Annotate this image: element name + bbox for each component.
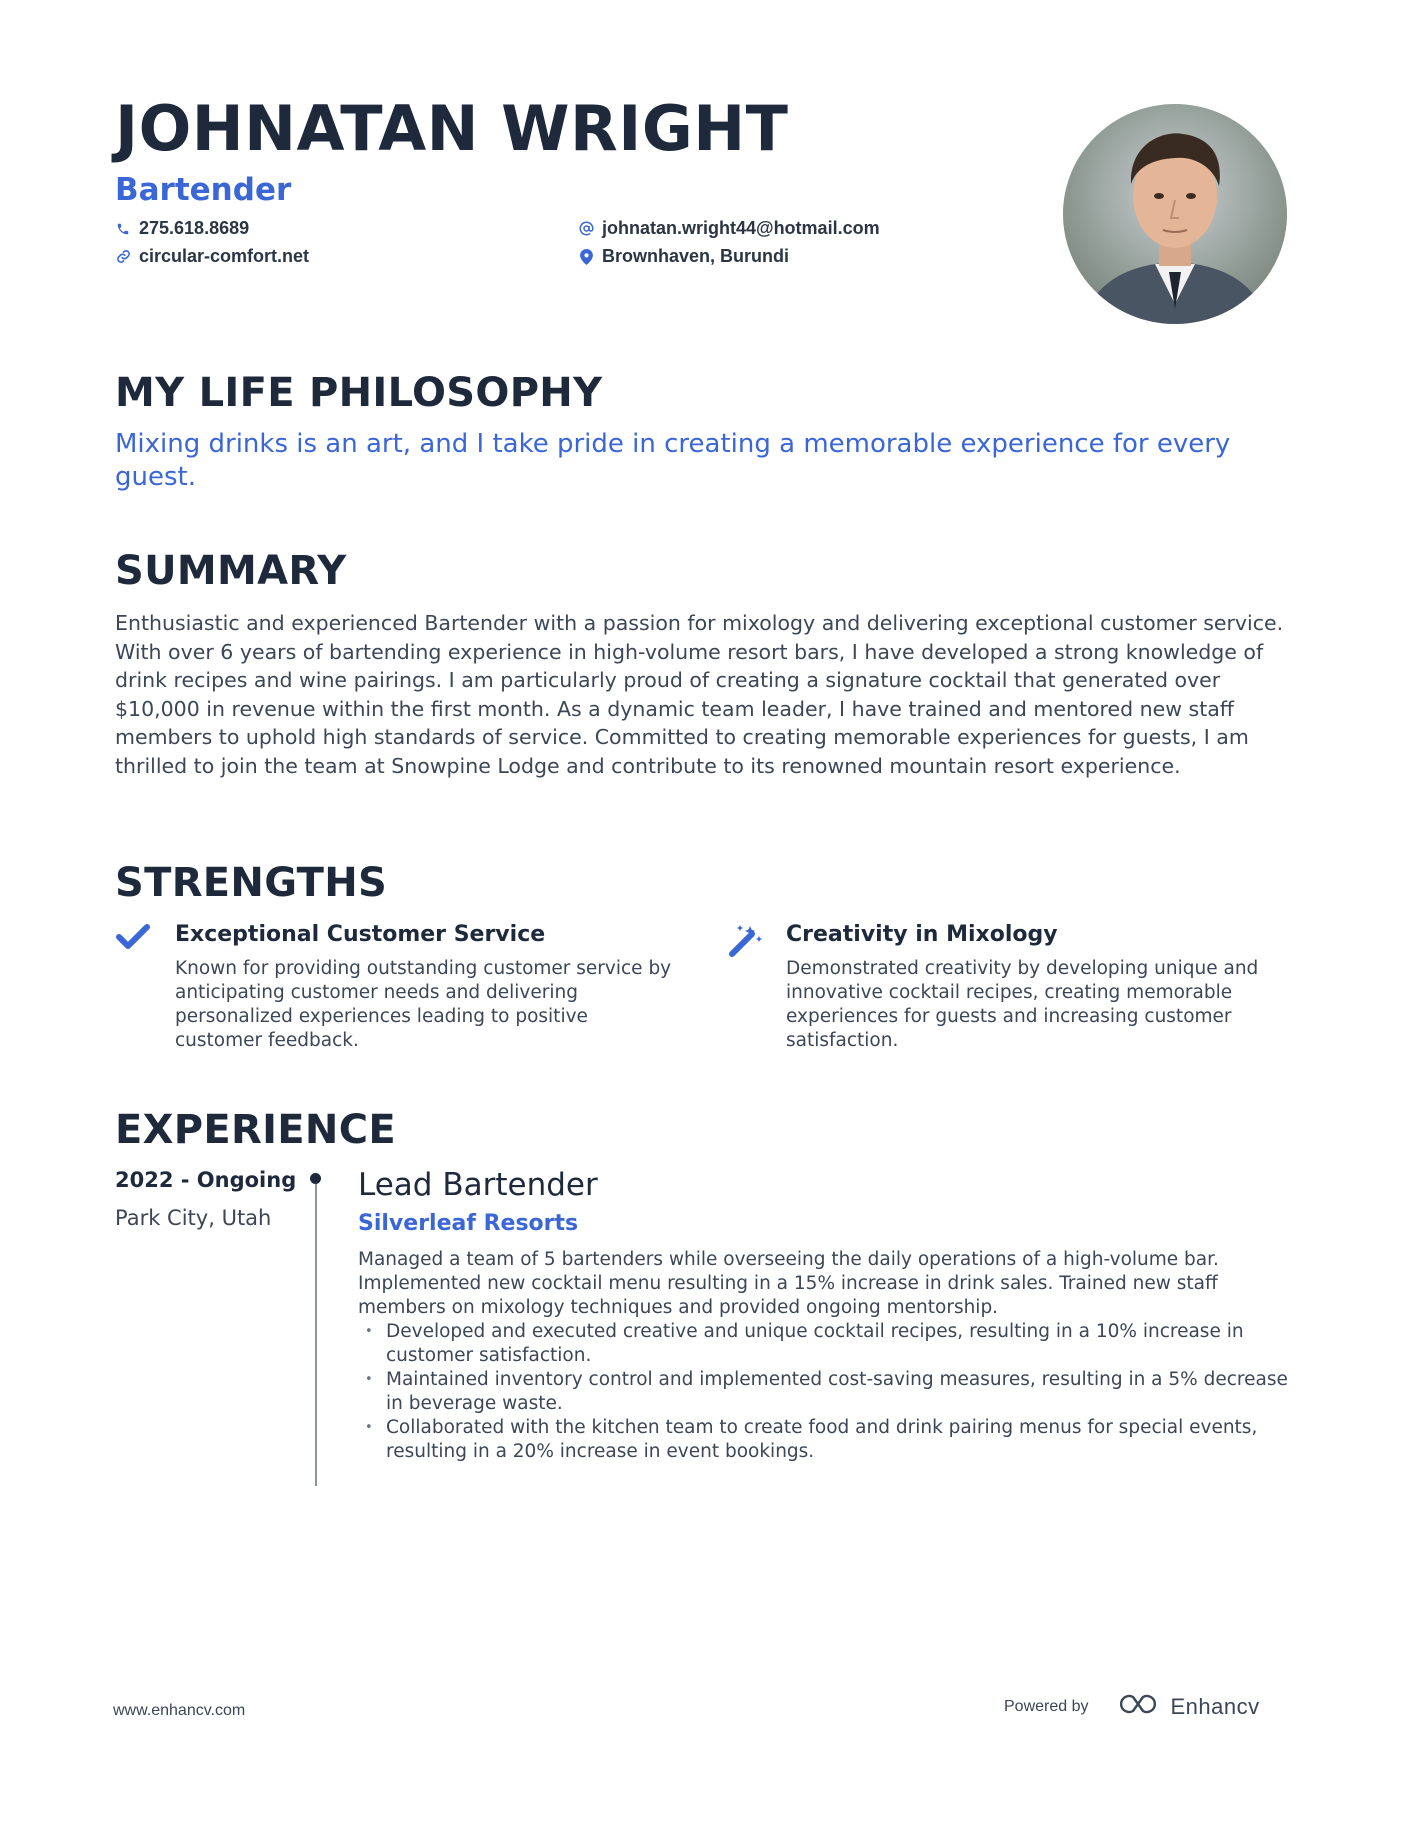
experience-role: Lead Bartender [358, 1167, 598, 1203]
candidate-name: JOHNATAN WRIGHT [115, 92, 789, 165]
website-text[interactable]: circular-comfort.net [139, 246, 310, 266]
summary-heading: SUMMARY [115, 548, 347, 594]
contact-website[interactable] [115, 246, 309, 267]
email-text[interactable]: johnatan.wright44@hotmail.com [602, 218, 880, 238]
experience-heading: EXPERIENCE [115, 1107, 396, 1153]
location-pin-icon [578, 249, 594, 265]
magic-wand-icon [726, 922, 766, 958]
experience-bullets [358, 1320, 1288, 1464]
check-icon [115, 922, 155, 958]
contact-email[interactable] [578, 218, 880, 239]
experience-location: Park City, Utah [115, 1206, 272, 1230]
phone-icon [115, 221, 131, 237]
strength-text: Demonstrated creativity by developing unique and innovative cocktail recipes, creating memorable experiences for guests and increasing customer satisfaction. [786, 958, 1259, 1051]
strength-text: Known for providing outstanding customer service by anticipating customer needs and delivering personalized experiences leading to positive customer feedback. [175, 958, 672, 1051]
profile-photo [1063, 104, 1287, 324]
list-item: • Collaborated with the kitchen team to create food and drink pairing menus for special events, resulting in a 20% increase in event bookings. [358, 1416, 1288, 1464]
footer-website[interactable]: www.enhancv.com [113, 1702, 246, 1719]
strengths-heading: STRENGTHS [115, 860, 388, 906]
strength-title: Exceptional Customer Service [175, 922, 546, 947]
contact-phone [115, 218, 249, 239]
experience-description: Managed a team of 5 bartenders while overseeing the daily operations of a high-volume bar. Implemented new cocktail menu resulting in a 15% increase in drink sales. Trained new staff members on mixology techniques and provided ongoing mentorship. [358, 1249, 1219, 1318]
timeline-line [315, 1184, 317, 1486]
strength-title: Creativity in Mixology [786, 922, 1058, 947]
strength-item [786, 922, 1286, 1053]
footer-branding [1004, 1692, 1260, 1721]
list-item: • Developed and executed creative and unique cocktail recipes, resulting in a 10% increase in customer satisfaction. [358, 1320, 1288, 1368]
phone-text: 275.618.8689 [139, 218, 250, 238]
list-item: • Maintained inventory control and implemented cost-saving measures, resulting in a 5% decrease in beverage waste. [358, 1368, 1288, 1416]
philosophy-quote: Mixing drinks is an art, and I take pride in creating a memorable experience for every guest. [115, 429, 1231, 492]
powered-by-text: Powered by [1004, 1697, 1089, 1715]
strength-item [175, 922, 675, 1053]
experience-company: Silverleaf Resorts [358, 1211, 579, 1236]
brand-name: Enhancv [1170, 1693, 1260, 1719]
job-title: Bartender [115, 172, 292, 208]
contact-location [578, 246, 789, 267]
location-text: Brownhaven, Burundi [602, 246, 790, 266]
enhancv-logo-icon [1115, 1692, 1161, 1721]
summary-text: Enthusiastic and experienced Bartender with a passion for mixology and delivering exceptional customer service. With over 6 years of bartending experience in high-volume resort bars, I have developed a strong knowledge of drink recipes and wine pairings. I am particularly proud of creating a signature cocktail that generated over $10,000 in revenue within the first month. As a dynamic team leader, I have trained and mentored new staff members to uphold high standards of service. Committed to creating memorable experiences for guests, I am thrilled to join the team at Snowpine Lodge and contribute to its renowned mountain resort experience. [115, 611, 1284, 778]
experience-dates: 2022 - Ongoing [115, 1168, 297, 1192]
timeline-dot [310, 1173, 321, 1184]
at-icon [578, 221, 594, 237]
philosophy-heading: MY LIFE PHILOSOPHY [115, 370, 603, 416]
link-icon [115, 249, 131, 265]
